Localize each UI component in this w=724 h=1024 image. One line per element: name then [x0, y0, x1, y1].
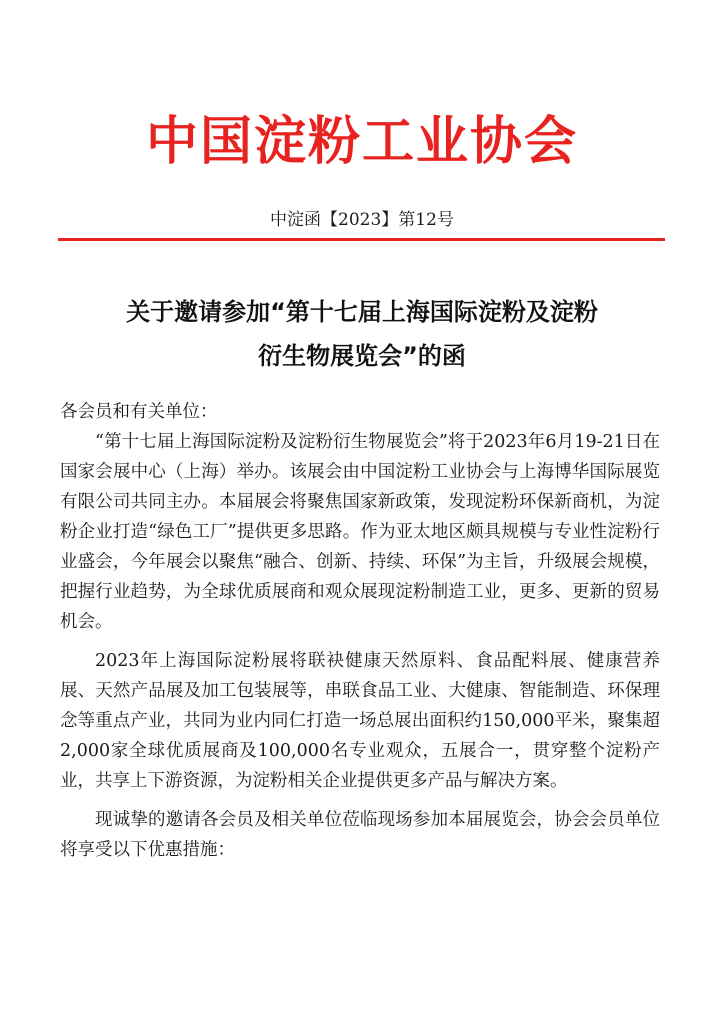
salutation: 各会员和有关单位： — [60, 402, 218, 422]
document-number: 中淀函【2023】第12号 — [270, 210, 454, 230]
body-paragraph-3: 现诚挚的邀请各会员及相关单位莅临现场参加本届展览会，协会会员单位将享受以下优惠措施： — [60, 810, 660, 860]
letter-body — [60, 397, 660, 865]
letter-title-line-2: 衍生物展览会”的函 — [258, 342, 466, 370]
body-paragraph-1: “第十七届上海国际淀粉及淀粉衍生物展览会”将于2023年6月19-21日在国家会展中心（上海）举办。该展会由中国淀粉工业协会与上海博华国际展览有限公司共同主办。本届展会将聚焦国家新政策，发现淀粉环保新商机，为淀粉企业打造“绿色工厂”提供更多思路。作为亚太地区颇具规模与专业性淀粉行业盛会，今年展会以聚焦“融合、创新、持续、环保”为主旨，升级展会规模，把握行业趋势，为全球优质展商和观众展现淀粉制造工业，更多、更新的贸易机会。 — [60, 432, 660, 632]
header-divider — [58, 238, 665, 241]
body-paragraph-2: 2023年上海国际淀粉展将联袂健康天然原料、食品配料展、健康营养展、天然产品展及加工包装展等，串联食品工业、大健康、智能制造、环保理念等重点产业，共同为业内同仁打造一场总展出面积约150,000平米，聚集超2,000家全球优质展商及100,000名专业观众，五展合一，贯穿整个淀粉产业，共享上下游资源，为淀粉相关企业提供更多产品与解决方案。 — [60, 651, 660, 791]
letter-title — [60, 290, 664, 378]
letter-title-line-1: 关于邀请参加“第十七届上海国际淀粉及淀粉 — [126, 298, 598, 326]
organization-name: 中国淀粉工业协会 — [145, 112, 578, 172]
